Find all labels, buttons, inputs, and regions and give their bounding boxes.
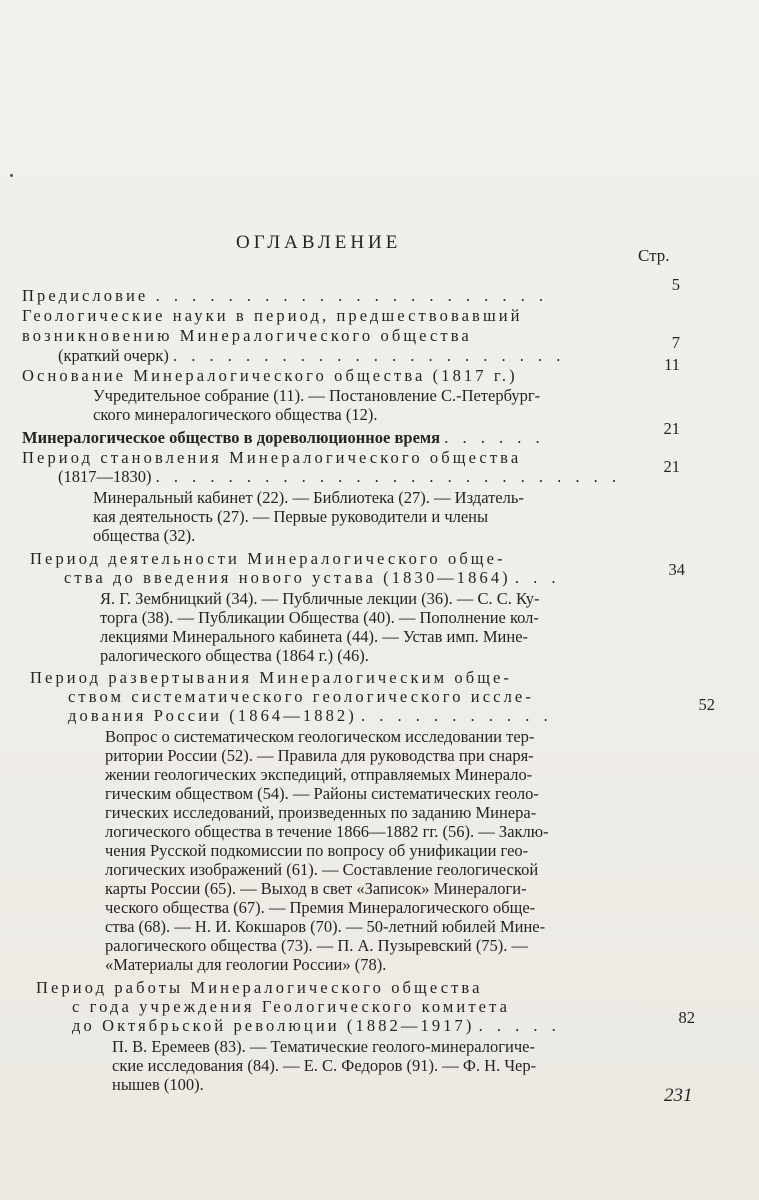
toc-subentry-line: карты России (65). — Выход в свет «Записок» Минералоги- — [105, 879, 527, 898]
toc-page-number: 5 — [671, 275, 680, 294]
toc-subentry-line: логических изображений (61). — Составление геологической — [105, 860, 539, 879]
leader-dots: . . . . . . . . . . . — [361, 706, 553, 725]
toc-subentry-line: ралогического общества (1864 г.) (46). — [100, 646, 369, 665]
toc-subentry-line: Учредительное собрание (11). — Постановление С.-Петербург- — [93, 386, 541, 405]
toc-entry-text: (краткий очерк) — [58, 346, 169, 365]
toc-preface — [22, 286, 548, 306]
toc-page-number: 82 — [678, 1008, 695, 1027]
toc-entry-line — [64, 568, 561, 588]
leader-dots: . . . . . . . . . . . . . . . . . . . . . . . . . . — [155, 467, 621, 486]
page-title: ОГЛАВЛЕНИЕ — [236, 232, 402, 253]
toc-subentry-line: ралогического общества (73). — П. А. Пузыревский (75). — — [105, 936, 529, 955]
toc-entry-text: ства до введения нового устава (1830—1864) — [64, 568, 511, 587]
toc-subentry-line: ского минералогического общества (12). — [93, 405, 378, 424]
toc-entry-line: Период становления Минералогического общества — [22, 448, 522, 467]
toc-entry-text: до Октябрьской революции (1882—1917) — [72, 1016, 475, 1035]
toc-entry-line: Период развертывания Минералогическим обще- — [30, 668, 513, 687]
toc-page-number: 52 — [698, 695, 715, 714]
toc-subentry-line: торга (38). — Публикации Общества (40). — Пополнение кол- — [100, 608, 539, 627]
paper-speck — [10, 174, 13, 177]
toc-entry-line: ством систематического геологического иссле- — [68, 687, 534, 706]
toc-subentry-line: лекциями Минерального кабинета (44). — Устав имп. Мине- — [100, 627, 529, 646]
toc-subentry-line: Вопрос о систематическом геологическом исследовании тер- — [105, 727, 535, 746]
toc-subentry-line: кая деятельность (27). — Первые руководители и члены — [93, 507, 489, 526]
toc-subentry-line: гическим обществом (54). — Районы систематических геоло- — [105, 784, 539, 803]
toc-entry-line — [68, 706, 553, 726]
toc-subentry-line: ства (68). — Н. И. Кокшаров (70). — 50-летний юбилей Мине- — [105, 917, 546, 936]
toc-entry-line — [58, 467, 621, 487]
toc-page-number: 34 — [668, 560, 685, 579]
toc-subentry-line: П. В. Еремеев (83). — Тематические геолого-минералогиче- — [112, 1037, 535, 1056]
leader-dots: . . . — [514, 568, 561, 587]
page-column-header: Стр. — [638, 246, 670, 265]
toc-entry-line: возникновению Минералогического общества — [22, 326, 472, 345]
toc-subentry-line: ческого общества (67). — Премия Минералогического обще- — [105, 898, 536, 917]
toc-entry-line: Основание Минералогического общества (1817 г.) — [22, 366, 518, 385]
toc-section-label: Минералогическое общество в дореволюционное время — [22, 428, 441, 447]
leader-dots: . . . . . . — [444, 428, 545, 447]
toc-page-number: 21 — [663, 419, 680, 438]
toc-subentry-line: ские исследования (84). — Е. С. Федоров (91). — Ф. Н. Чер- — [112, 1056, 537, 1075]
toc-page-number: 7 — [671, 333, 680, 352]
toc-subentry-line: ритории России (52). — Правила для руководства при снаря- — [105, 746, 534, 765]
toc-subentry-line: чения Русской подкомиссии по вопросу об унификации гео- — [105, 841, 529, 860]
toc-subentry-line: нышев (100). — [112, 1075, 204, 1094]
toc-preface-label: Предисловие — [22, 286, 149, 305]
toc-entry-line: Период работы Минералогического общества — [36, 978, 483, 997]
leader-dots: . . . . . . . . . . . . . . . . . . . . . . — [173, 346, 566, 365]
toc-subentry-line: Минеральный кабинет (22). — Библиотека (27). — Издатель- — [93, 488, 524, 507]
toc-entry-line: с года учреждения Геологического комитета — [72, 997, 511, 1016]
toc-entry-line: Геологические науки в период, предшествовавший — [22, 306, 523, 325]
toc-subentry-line: жении геологических экспедиций, отправляемых Минерало- — [105, 765, 533, 784]
toc-subentry-line: Я. Г. Зембницкий (34). — Публичные лекции (36). — С. С. Ку- — [100, 589, 540, 608]
toc-page-number: 21 — [663, 457, 680, 476]
toc-subentry-line: логического общества в течение 1866—1882 гг. (56). — Заклю- — [105, 822, 549, 841]
toc-subentry-line: гических исследований, произведенных по заданию Минера- — [105, 803, 537, 822]
toc-entry-line — [58, 346, 565, 366]
toc-entry-text: (1817—1830) — [58, 467, 152, 486]
leader-dots: . . . . . . . . . . . . . . . . . . . . . . — [155, 286, 548, 305]
toc-section-heading — [22, 428, 545, 448]
toc-entry-line — [72, 1016, 561, 1036]
toc-entry-text: дования России (1864—1882) — [68, 706, 357, 725]
toc-subentry-line: «Материалы для геологии России» (78). — [105, 955, 387, 974]
toc-page-number: 11 — [664, 355, 680, 374]
leader-dots: . . . . . — [478, 1016, 561, 1035]
toc-subentry-line: общества (32). — [93, 526, 196, 545]
page-folio-number: 231 — [664, 1085, 693, 1106]
toc-entry-line: Период деятельности Минералогического обще- — [30, 549, 506, 568]
